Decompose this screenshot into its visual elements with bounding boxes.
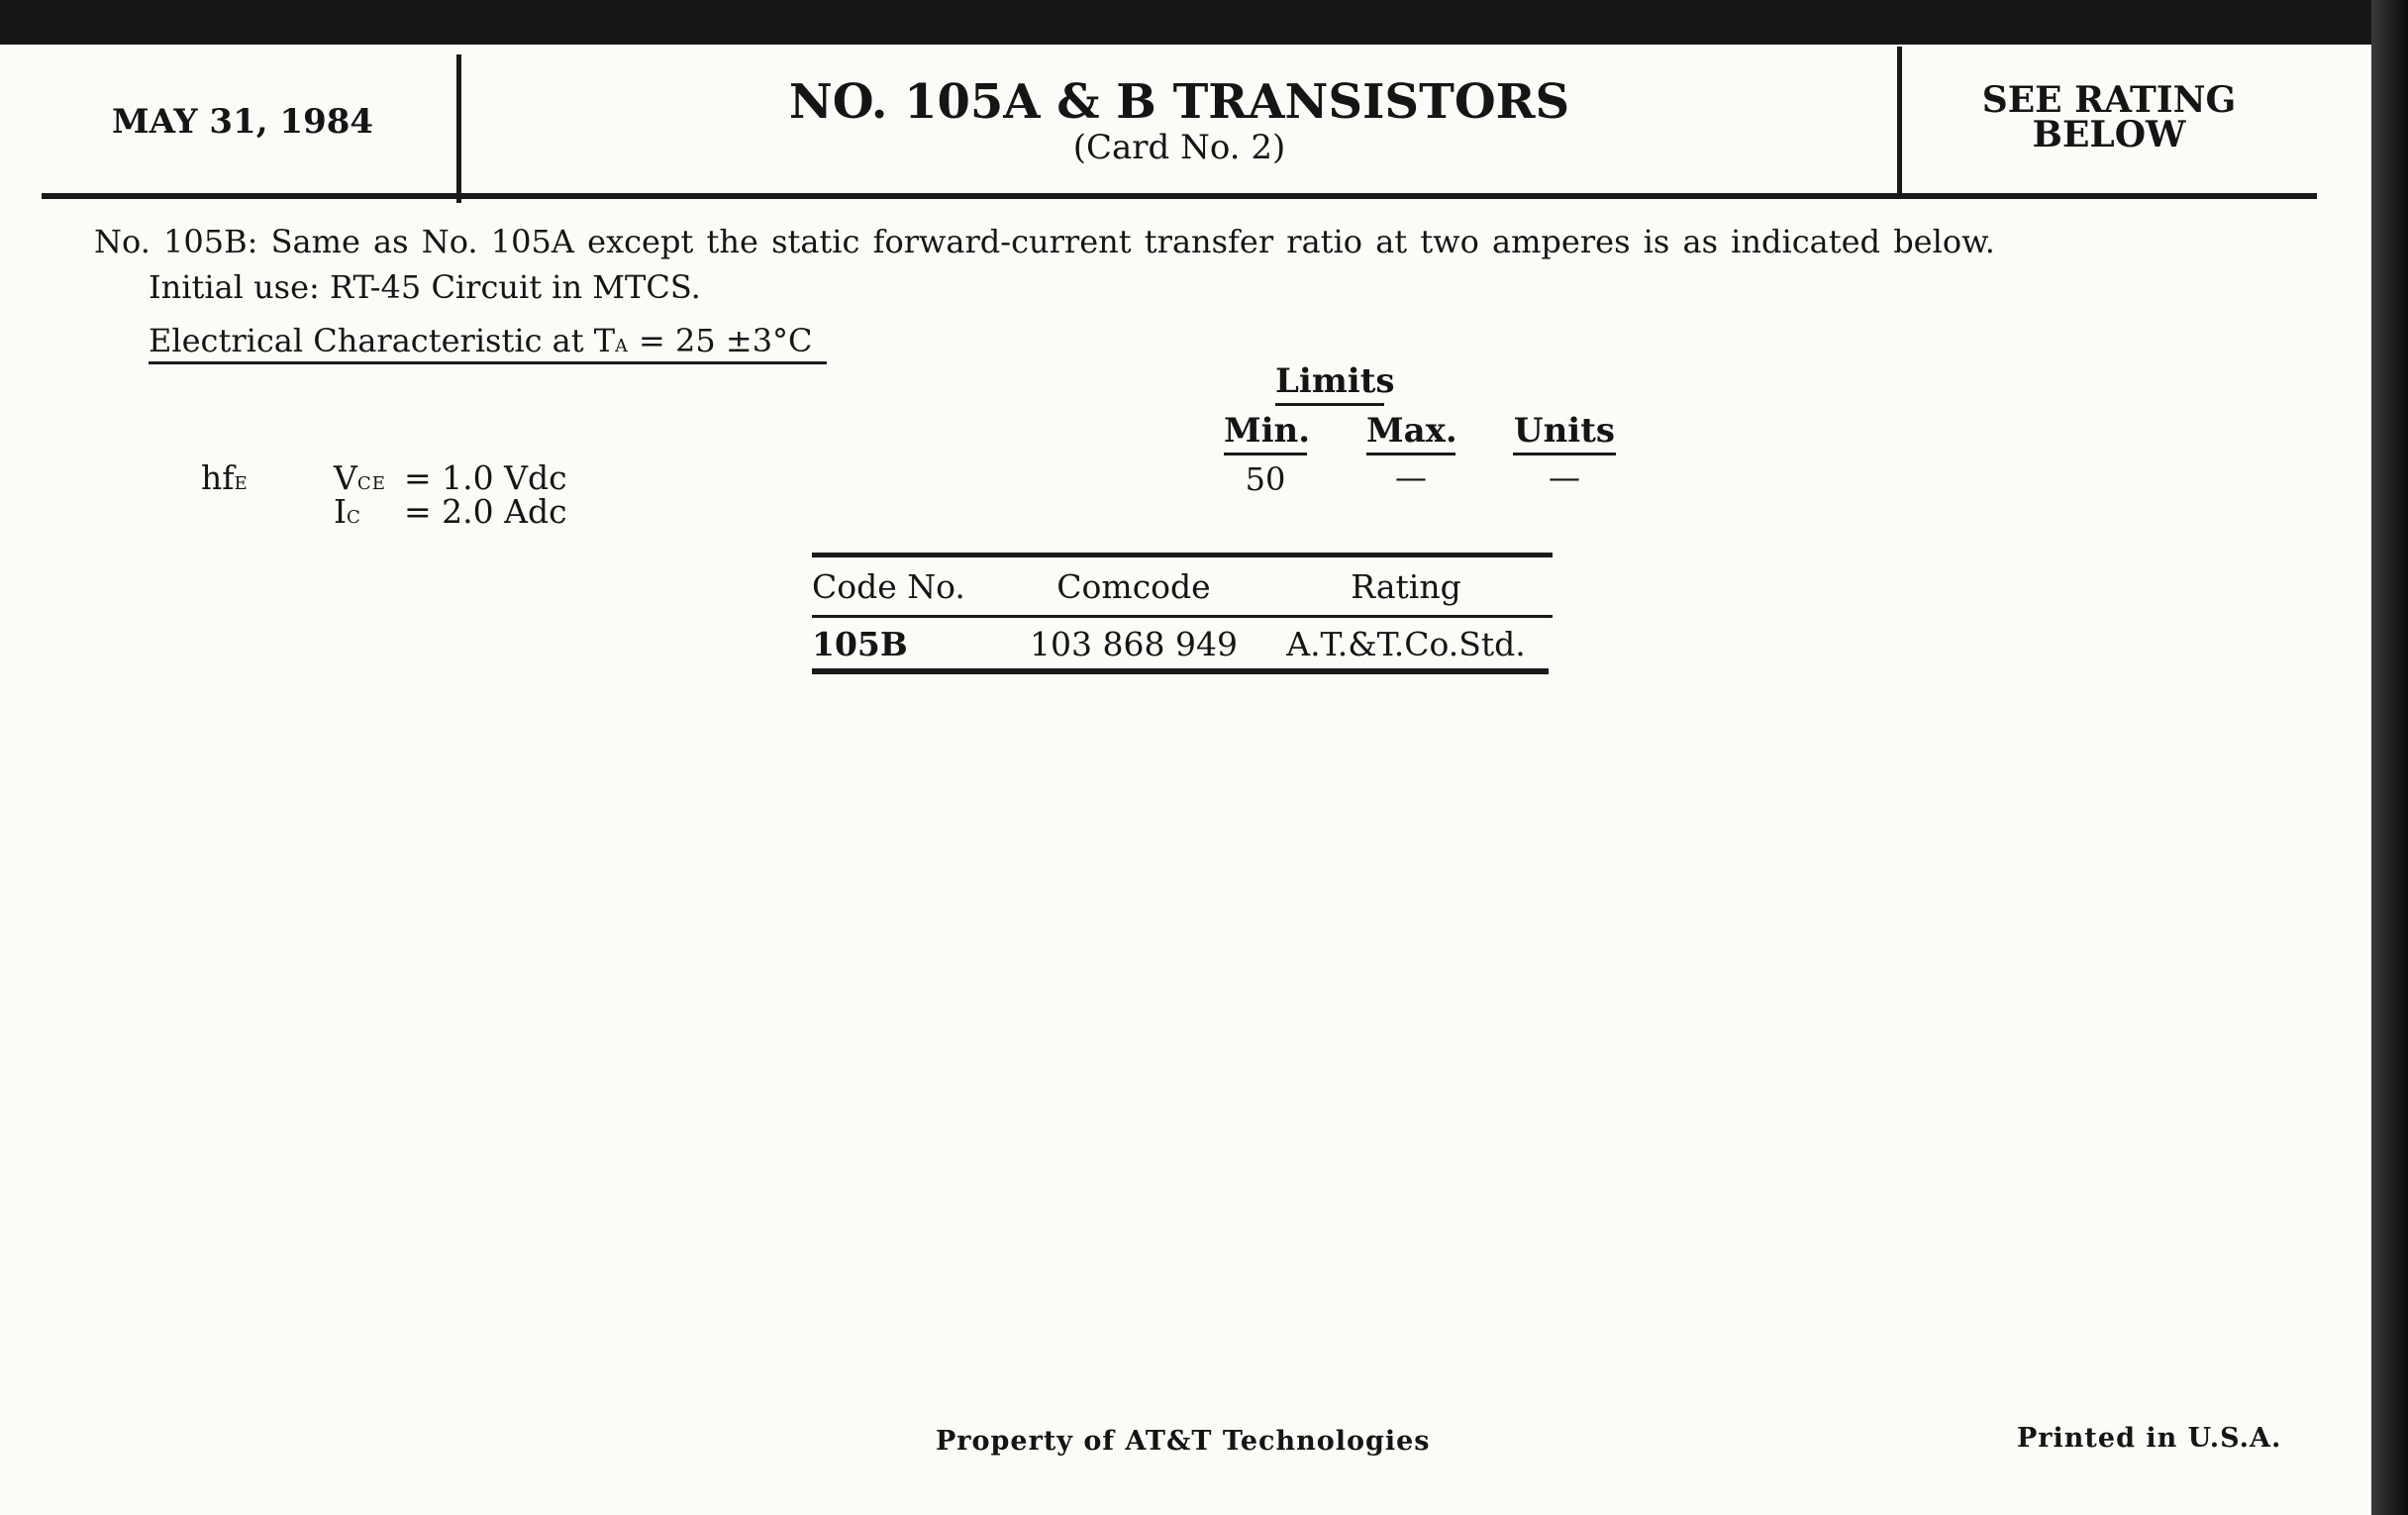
table-cell-code: 105B [812,625,908,663]
units-value: — [1549,458,1580,496]
parameter-hfe [201,458,249,497]
parameter-main: hf [201,458,235,497]
condition-vce-sub: CE [356,473,386,494]
table-bottom-rule [812,668,1549,674]
condition-vce-main: V [334,458,357,497]
footer-property: Property of AT&T Technologies [936,1426,1431,1457]
card-subtitle: (Card No. 2) [1072,128,1286,167]
condition-vce-value: = 1.0 Vdc [404,458,567,497]
units-label: Units [1513,411,1616,455]
condition-ic-value: = 2.0 Adc [404,492,567,531]
footer-printed: Printed in U.S.A. [2017,1423,2282,1454]
table-header-rule [812,615,1553,618]
index-card [0,45,2371,1515]
card-date: MAY 31, 1984 [112,102,374,142]
characteristic-heading-prefix: Electrical Characteristic at T [149,322,616,359]
table-header-rating: Rating [1351,567,1461,606]
header-divider-right [1897,47,1902,195]
min-value: 50 [1245,460,1286,498]
condition-ic-main: I [334,492,348,531]
header-rule [42,193,2317,199]
characteristic-heading-suffix: = 25 ±3°C [628,322,813,359]
characteristic-heading [149,322,827,364]
limits-label: Limits [1275,361,1384,406]
max-value: — [1395,458,1427,496]
characteristic-heading-sub: A [615,337,629,356]
initial-use-text: Initial use: RT-45 Circuit in MTCS. [149,268,701,306]
table-header-comcode: Comcode [1056,567,1211,606]
rating-note-line1: SEE RATING [1981,79,2237,121]
max-label: Max. [1366,411,1455,455]
card-edge-shadow [2371,0,2408,1515]
table-top-rule [812,553,1553,557]
parameter-sub: E [234,473,249,494]
min-label: Min. [1224,411,1307,455]
condition-ic-sub: C [347,507,361,528]
table-header-code: Code No. [812,567,965,606]
table-cell-rating: A.T.&T.Co.Std. [1286,625,1526,663]
rating-note-line2: BELOW [2032,114,2186,155]
condition-ic [334,492,361,531]
table-cell-comcode: 103 868 949 [1030,625,1238,663]
card-title: NO. 105A & B TRANSISTORS [788,74,1570,130]
intro-text: No. 105B: Same as No. 105A except the static forward-current transfer ratio at two amperes is as indicated below. [94,223,1995,260]
